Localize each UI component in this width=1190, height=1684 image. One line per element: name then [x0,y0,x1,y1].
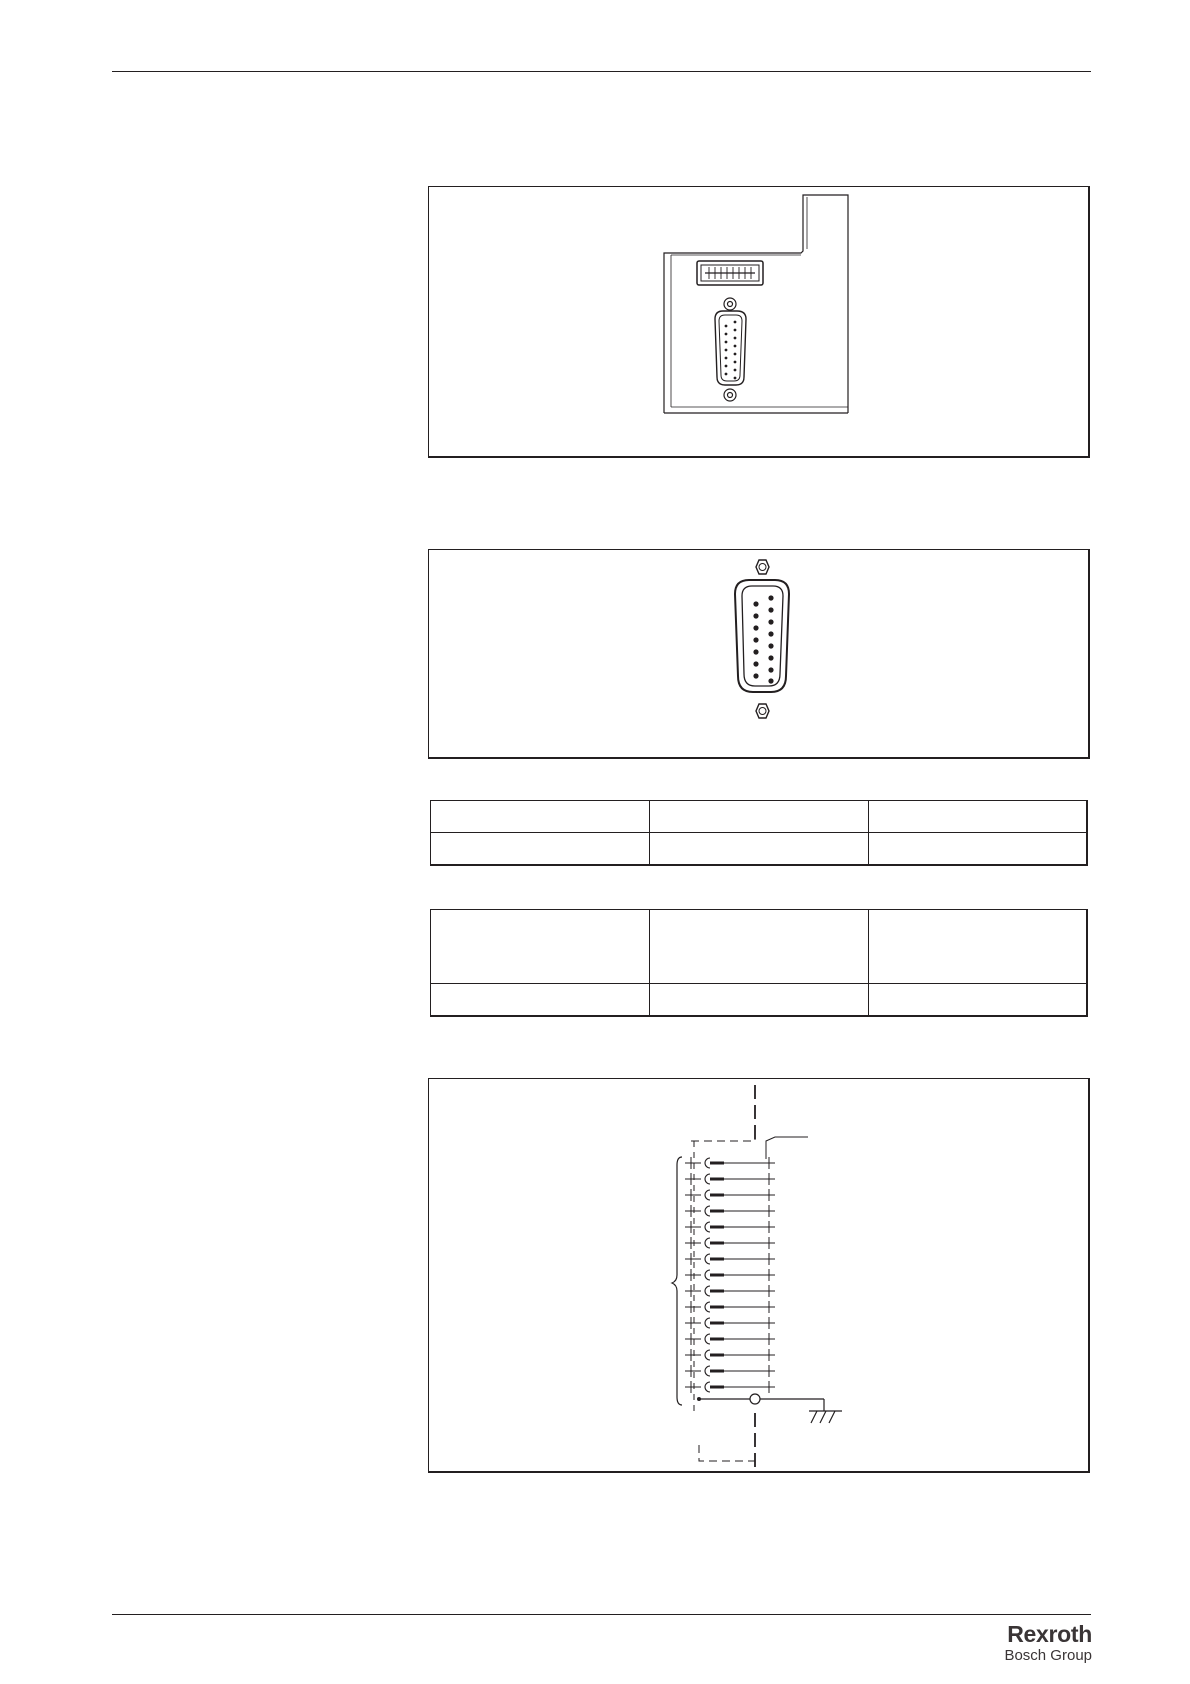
table-cell [649,801,868,833]
brand-group: Bosch Group [1004,1647,1092,1664]
wiring-contact [685,1365,775,1377]
table-cell [868,984,1087,1016]
wiring-contact [685,1157,775,1169]
table-cell [649,833,868,865]
cable-spec-table [430,909,1088,1017]
wiring-contact [685,1301,775,1313]
wiring-diagram-drawing [429,1079,1089,1472]
table-cell [431,833,650,865]
wiring-contact [685,1333,775,1345]
rexroth-logo [1000,1623,1092,1663]
figure-wiring-diagram [428,1078,1090,1473]
table-cell [868,910,1087,984]
wiring-contact [685,1253,775,1265]
wiring-contact [685,1349,775,1361]
table-cell [431,801,650,833]
device-panel-drawing [429,187,1089,457]
table-cell [649,910,868,984]
wiring-contact [685,1173,775,1185]
wiring-contact [685,1285,775,1297]
footer-rule [112,1614,1091,1615]
wiring-contact [685,1221,775,1233]
table-row [431,910,1088,984]
wiring-contact [685,1381,775,1393]
wiring-contact [685,1237,775,1249]
table-row [431,833,1088,865]
figure-connector-location [428,186,1090,458]
dsub-connector-drawing [429,550,1089,758]
wiring-contact [685,1205,775,1217]
connector-spec-table [430,800,1088,866]
wiring-contact [685,1317,775,1329]
wiring-contact [685,1189,775,1201]
table-row [431,801,1088,833]
table-row [431,984,1088,1016]
wiring-contact [685,1269,775,1281]
brand-name: Rexroth [1007,1621,1092,1647]
table-cell [431,910,650,984]
table-cell [868,833,1087,865]
table-cell [868,801,1087,833]
table-cell [431,984,650,1016]
table-cell [649,984,868,1016]
figure-connector-front [428,549,1090,759]
header-rule [112,71,1091,72]
